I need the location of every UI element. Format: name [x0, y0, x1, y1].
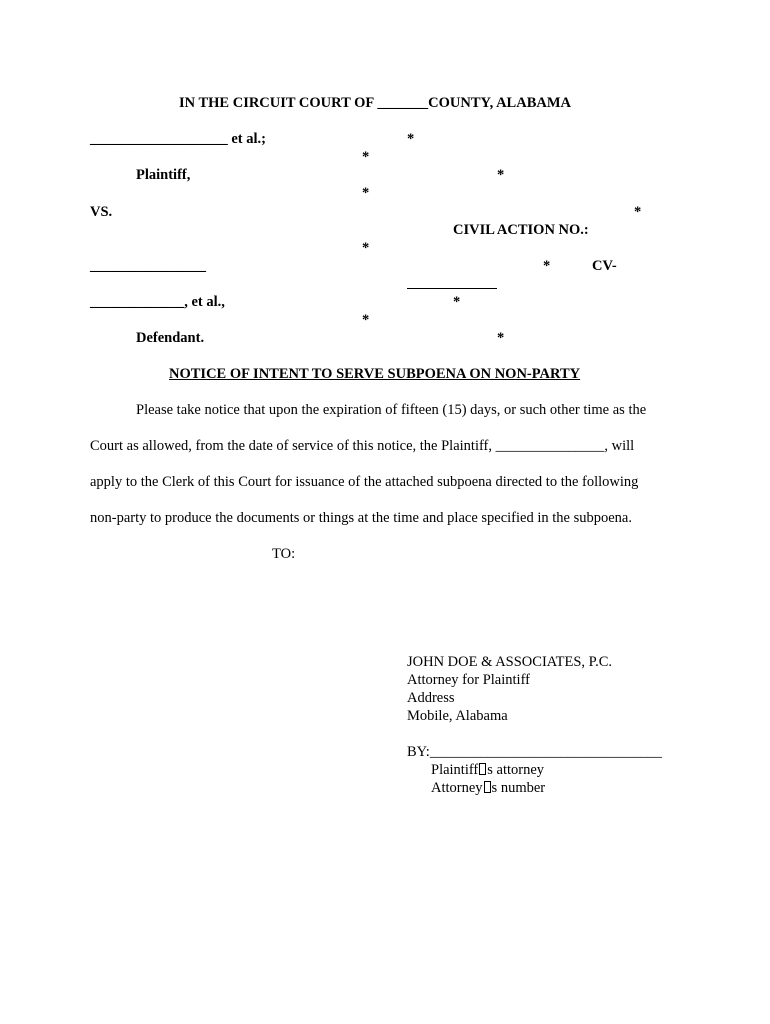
recipient-to-label: TO:	[272, 546, 296, 562]
civil-action-label: CIVIL ACTION NO.:	[453, 222, 589, 238]
firm-address: Address	[407, 690, 455, 706]
signature-by-line: BY:________________________________	[407, 744, 662, 760]
caption-asterisk: *	[362, 185, 370, 201]
attorney-number-prefix: Attorney	[431, 780, 483, 796]
defendant-name-line: _____________, et al.,	[90, 294, 225, 310]
court-title: IN THE CIRCUIT COURT OF _______COUNTY, ALABAMA	[179, 95, 571, 111]
notice-title: NOTICE OF INTENT TO SERVE SUBPOENA ON NON-PARTY	[169, 366, 581, 382]
caption-asterisk: *	[634, 204, 642, 220]
missing-glyph-icon	[484, 781, 491, 793]
notice-body-line: apply to the Clerk of this Court for issuance of the attached subpoena directed to the following	[90, 474, 639, 490]
attorney-role: Attorney for Plaintiff	[407, 672, 530, 688]
plaintiff-name-line: ___________________ et al.;	[90, 131, 266, 147]
notice-body-line: Please take notice that upon the expiration of fifteen (15) days, or such other time as the	[136, 402, 647, 418]
defendant-label: Defendant.	[136, 330, 205, 346]
plaintiffs-attorney-label	[431, 761, 544, 779]
plaintiffs-attorney-suffix: s attorney	[487, 762, 545, 778]
caption-asterisk: *	[362, 240, 370, 256]
caption-asterisk: *	[362, 312, 370, 328]
caption-asterisk: *	[497, 330, 505, 346]
defendant-blank-line: ________________	[90, 258, 206, 274]
notice-body-line: non-party to produce the documents or things at the time and place specified in the subpoena.	[90, 510, 632, 526]
caption-asterisk: *	[453, 294, 461, 310]
notice-body-line: Court as allowed, from the date of service of this notice, the Plaintiff, _______________, will	[90, 438, 635, 454]
missing-glyph-icon	[479, 763, 486, 775]
versus-label: VS.	[90, 204, 113, 220]
attorney-number-label	[431, 779, 545, 797]
plaintiff-label: Plaintiff,	[136, 167, 191, 183]
caption-asterisk: *	[543, 258, 551, 274]
firm-name: JOHN DOE & ASSOCIATES, P.C.	[407, 654, 613, 670]
caption-asterisk: *	[407, 131, 415, 147]
firm-city: Mobile, Alabama	[407, 708, 508, 724]
case-number-rule	[407, 288, 497, 289]
caption-asterisk: *	[497, 167, 505, 183]
plaintiffs-attorney-prefix: Plaintiff	[431, 762, 479, 778]
cv-label: CV-	[592, 258, 617, 274]
attorney-number-suffix: s number	[491, 780, 546, 796]
caption-asterisk: *	[362, 149, 370, 165]
